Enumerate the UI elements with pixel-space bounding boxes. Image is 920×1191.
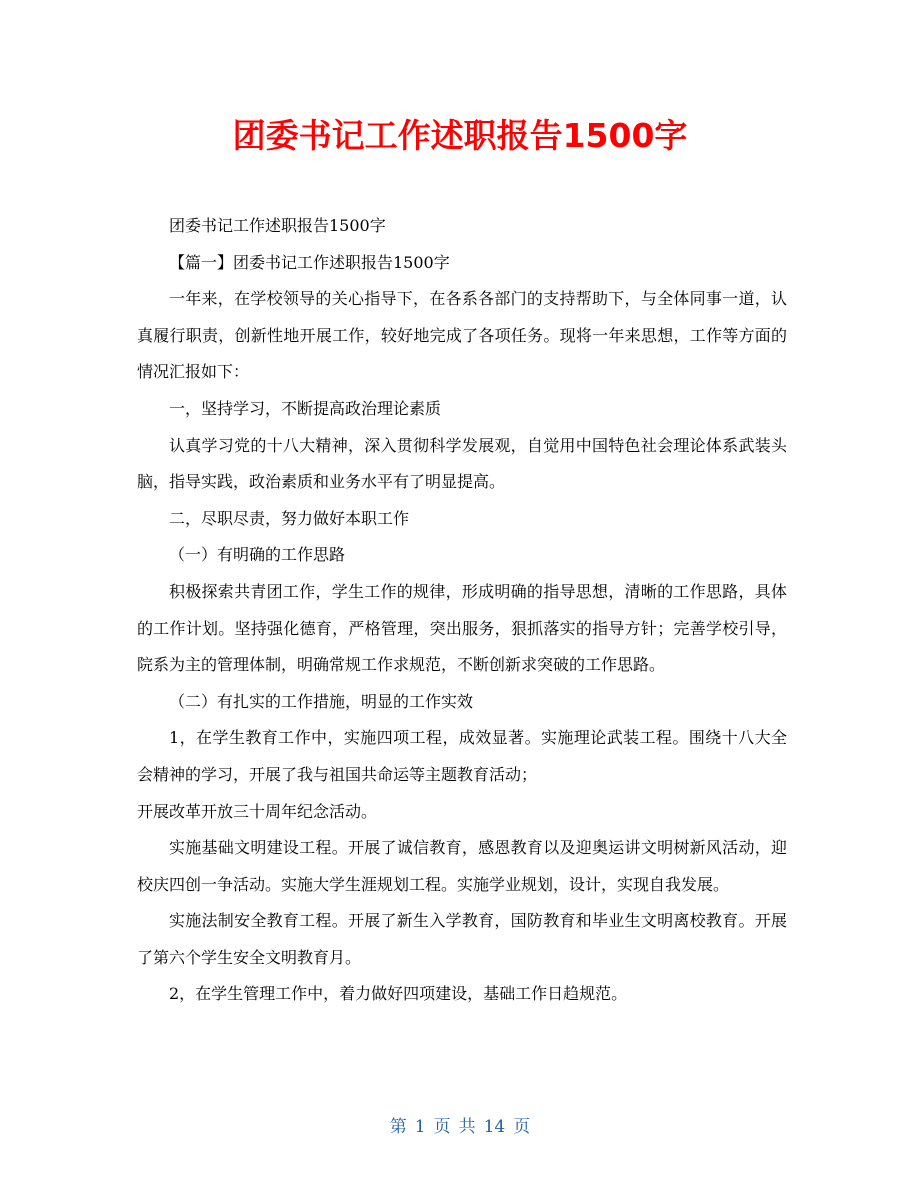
paragraph-heading-2: 二，尽职尽责，努力做好本职工作 bbox=[169, 508, 410, 528]
paragraph-work-ideas: 积极探索共青团工作，学生工作的规律，形成明确的指导思想，清晰的工作思路，具体的工作计划。坚持强化德育，严格管理，突出服务，狠抓落实的指导方针；完善学校引导，院系为主的管理体制，明确常规工作求规范，不断创新求突破的工作思路。 bbox=[137, 581, 787, 675]
footer-prefix: 第 bbox=[389, 1117, 407, 1137]
paragraph-safety: 实施法制安全教育工程。开展了新生入学教育，国防教育和毕业生文明离校教育。开展了第六个学生安全文明教育月。 bbox=[137, 911, 787, 967]
paragraph-section-heading: 【篇一】团委书记工作述职报告1500字 bbox=[169, 252, 450, 272]
paragraph-subheading-2: （二）有扎实的工作措施，明显的工作实效 bbox=[169, 691, 474, 711]
paragraph-study: 认真学习党的十八大精神，深入贯彻科学发展观，自觉用中国特色社会理论体系武装头脑，指导实践，政治素质和业务水平有了明显提高。 bbox=[137, 435, 787, 492]
paragraph-civilization: 实施基础文明建设工程。开展了诚信教育，感恩教育以及迎奥运讲文明树新风活动，迎校庆四创一争活动。实施大学生涯规划工程。实施学业规划，设计，实现自我发展。 bbox=[137, 838, 787, 894]
paragraph-subtitle: 团委书记工作述职报告1500字 bbox=[169, 216, 386, 235]
paragraph-management: 2，在学生管理工作中，着力做好四项建设，基础工作日趋规范。 bbox=[169, 984, 628, 1004]
footer-total-pages: 14 bbox=[483, 1117, 506, 1137]
footer-page-number: 1 bbox=[414, 1117, 426, 1137]
paragraph-intro: 一年来，在学校领导的关心指导下，在各系各部门的支持帮助下，与全体同事一道，认真履行职责，创新性地开展工作，较好地完成了各项任务。现将一年来思想，工作等方面的情况汇报如下： bbox=[137, 289, 787, 382]
paragraph-reform: 开展改革开放三十周年纪念活动。 bbox=[137, 801, 378, 821]
footer-total-prefix: 共 bbox=[458, 1117, 476, 1137]
footer-suffix: 页 bbox=[513, 1117, 531, 1137]
paragraph-heading-1: 一，坚持学习，不断提高政治理论素质 bbox=[169, 398, 442, 418]
document-title: 团委书记工作述职报告1500字 bbox=[232, 116, 688, 155]
paragraph-education: 1，在学生教育工作中，实施四项工程，成效显著。实施理论武装工程。围绕十八大全会精神的学习，开展了我与祖国共命运等主题教育活动； bbox=[137, 728, 787, 784]
footer-page-label: 页 bbox=[433, 1117, 451, 1137]
paragraph-subheading-1: （一）有明确的工作思路 bbox=[169, 545, 346, 565]
document-body bbox=[137, 208, 787, 1013]
page-footer bbox=[0, 1112, 920, 1137]
